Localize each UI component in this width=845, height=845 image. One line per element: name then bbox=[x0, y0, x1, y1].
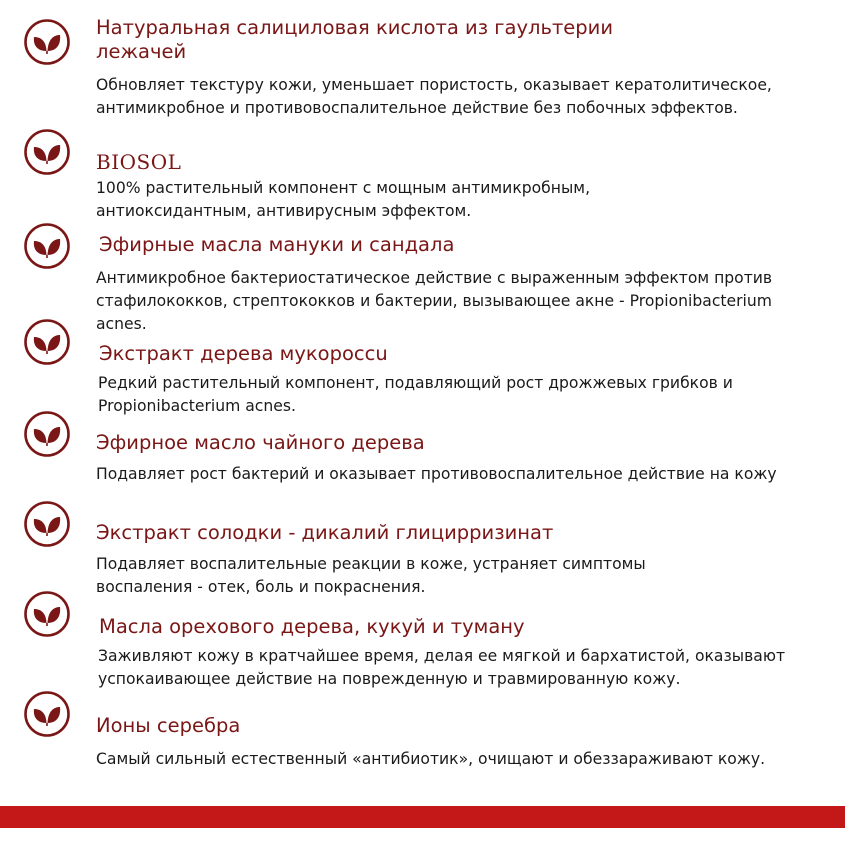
item-title: Ионы серебра bbox=[96, 714, 241, 737]
leaf-circle-icon bbox=[23, 500, 71, 548]
item-title: Эфирное масло чайного дерева bbox=[96, 431, 425, 454]
leaf-circle-icon bbox=[23, 18, 71, 66]
leaf-circle-icon bbox=[23, 222, 71, 270]
item-description: Антимикробное бактериостатическое действие с выраженным эффектом против стафилококков, стрептококков и бактерии, вызывающее акне - Propionibacterium acnes. bbox=[96, 269, 773, 333]
bottom-bar bbox=[0, 806, 845, 828]
item-title: Эфирные масла мануки и сандала bbox=[99, 233, 455, 256]
item-title: Натуральная салициловая кислота из гаультерии лежачей bbox=[96, 16, 614, 63]
item-description: Подавляет воспалительные реакции в коже, устраняет симптомы воспаления - отек, боль и покраснения. bbox=[96, 555, 646, 596]
leaf-circle-icon bbox=[23, 690, 71, 738]
leaf-circle-icon bbox=[23, 128, 71, 176]
item-title: Масла орехового дерева, кукуй и туману bbox=[99, 615, 525, 638]
item-title: Экстракт солодки - дикалий глицирризинат bbox=[96, 521, 554, 544]
item-title: Экстракт дерева мукороссu bbox=[99, 342, 388, 365]
leaf-circle-icon bbox=[23, 410, 71, 458]
item-description: 100% растительный компонент с мощным антимикробным, антиоксидантным, антивирусным эффектом. bbox=[96, 179, 591, 220]
leaf-circle-icon bbox=[23, 590, 71, 638]
item-description: Обновляет текстуру кожи, уменьшает пористость, оказывает кератолитическое, антимикробное и противовоспалительное действие без побочных эффектов. bbox=[96, 76, 772, 117]
item-description: Подавляет рост бактерий и оказывает противовоспалительное действие на кожу bbox=[96, 465, 777, 483]
item-description: Самый сильный естественный «антибиотик», очищают и обеззараживают кожу. bbox=[96, 750, 766, 768]
item-title: BIOSOL bbox=[96, 150, 182, 174]
item-description: Редкий растительный компонент, подавляющий рост дрожжевых грибков и Propionibacterium acnes. bbox=[98, 374, 733, 415]
leaf-circle-icon bbox=[23, 318, 71, 366]
item-description: Заживляют кожу в кратчайшее время, делая ее мягкой и бархатистой, оказывают успокаивающее действие на поврежденную и травмированную кожу. bbox=[98, 647, 786, 688]
